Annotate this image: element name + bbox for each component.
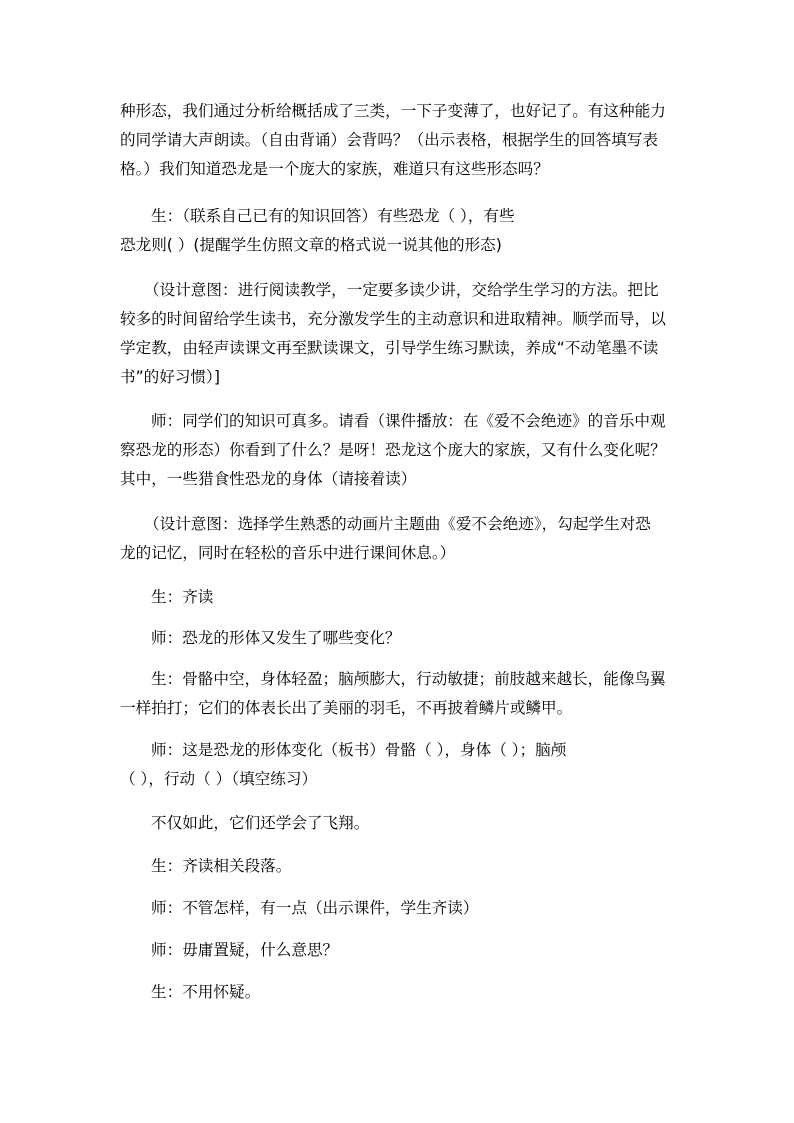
text-line: 师：不管怎样，有一点（出示课件，学生齐读）: [151, 899, 479, 917]
text-line: 不仅如此，它们还学会了飞翔。: [151, 814, 370, 832]
text-line: 师：这是恐龙的形体变化（板书）骨骼（ ），身体（ ）；脑颅: [151, 741, 567, 759]
text-line: 恐龙则( ）(提醒学生仿照文章的格式说一说其他的形态): [120, 236, 502, 254]
paragraph-teacher-blackboard: [120, 736, 676, 794]
paragraph-student-changes: [120, 665, 676, 723]
text-line: 龙的记忆，同时在轻松的音乐中进行课间休息。）: [120, 544, 456, 562]
text-line: 格。）我们知道恐龙是一个庞大的家族，难道只有这些形态吗？: [120, 160, 549, 178]
paragraph-student-read: [120, 583, 676, 612]
paragraph-teacher-point: [120, 894, 676, 923]
text-line: 种形态，我们通过分析给概括成了三类，一下子变薄了，也好记了。有这种能力: [120, 102, 666, 120]
text-line: （ ），行动（ ）（填空练习）: [120, 770, 318, 788]
text-line: （设计意图：选择学生熟悉的动画片主题曲《爱不会绝迹》，勾起学生对恐: [144, 515, 651, 533]
text-line: 学定教，由轻声读课文再至默读课文，引导学生练习默读，养成“不动笔墨不读: [120, 339, 659, 357]
text-line: 的同学请大声朗读。（自由背诵）会背吗？（出示表格，根据学生的回答填写表: [120, 131, 658, 149]
paragraph-design-intent-1: [120, 276, 676, 392]
paragraph-intro: [120, 97, 676, 184]
text-line: 生：齐读: [151, 588, 214, 606]
text-line: 较多的时间留给学生读书，充分激发学生的主动意识和进取精神。顺学而导，以: [120, 310, 666, 328]
text-line: 一样拍打；它们的体表长出了美丽的羽毛，不再披着鳞片或鳞甲。: [120, 699, 573, 717]
text-line: 书”的好习惯）]: [120, 368, 220, 386]
text-line: 其中，一些猎食性恐龙的身体（请接着读）: [120, 470, 417, 488]
text-line: 生：不用怀疑。: [151, 983, 261, 1001]
text-line: 察恐龙的形态）你看到了什么？是呀！恐龙这个庞大的家族，又有什么变化呢？: [120, 441, 666, 459]
text-line: （设计意图：进行阅读教学，一定要多读少讲，交给学生学习的方法。把比: [144, 281, 659, 299]
text-line: 生：齐读相关段落。: [151, 857, 292, 875]
paragraph-student-no-doubt: [120, 978, 676, 1007]
paragraph-teacher-question: [120, 624, 676, 653]
paragraph-teacher-1: [120, 407, 676, 494]
text-line: 生：骨骼中空，身体轻盈；脑颅膨大，行动敏捷；前肢越来越长，能像鸟翼: [151, 670, 666, 688]
text-line: 师：同学们的知识可真多。请看（课件播放：在《爱不会绝迹》的音乐中观: [151, 412, 666, 430]
paragraph-design-intent-2: [120, 510, 676, 568]
paragraph-flying: [120, 809, 676, 838]
text-line: 师：毋庸置疑，什么意思？: [151, 941, 339, 959]
text-line: 生：（联系自己已有的知识回答）有些恐龙（ ），有些: [151, 207, 515, 225]
text-line: 师：恐龙的形体又发生了哪些变化？: [151, 629, 401, 647]
paragraph-student-answer: [120, 202, 676, 260]
paragraph-student-read-section: [120, 852, 676, 881]
paragraph-teacher-meaning: [120, 936, 676, 965]
